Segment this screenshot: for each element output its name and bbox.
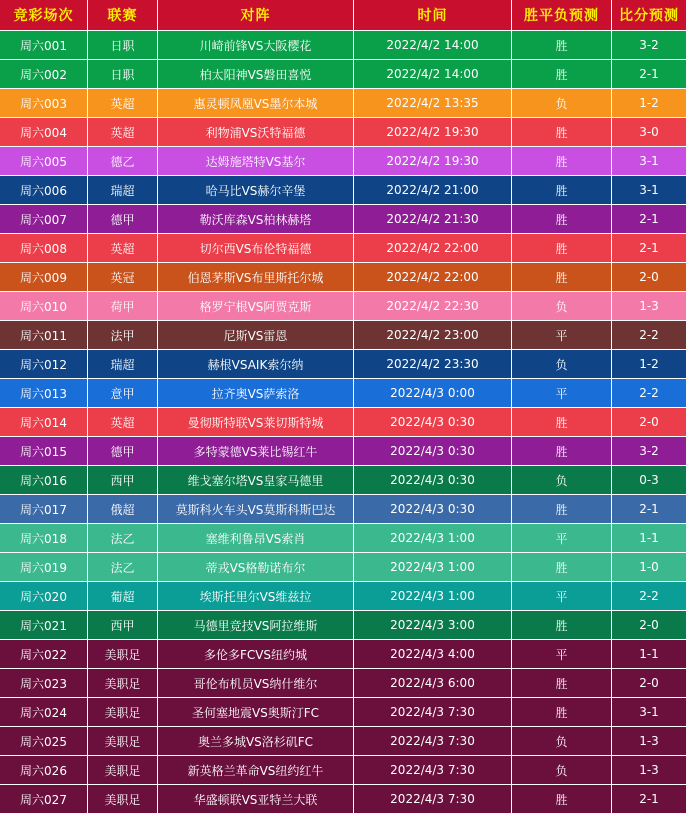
kickoff-time: 2022/4/3 7:30 xyxy=(354,698,512,727)
kickoff-time: 2022/4/2 19:30 xyxy=(354,118,512,147)
match-code: 周六009 xyxy=(0,263,88,292)
match-code: 周六012 xyxy=(0,350,88,379)
score-prediction: 3-2 xyxy=(612,437,687,466)
score-prediction: 3-1 xyxy=(612,147,687,176)
score-prediction: 2-0 xyxy=(612,669,687,698)
result-prediction: 胜 xyxy=(512,176,612,205)
table-row xyxy=(0,60,687,89)
kickoff-time: 2022/4/2 19:30 xyxy=(354,147,512,176)
fixture: 塞维利鲁昂VS索肖 xyxy=(158,524,354,553)
match-code: 周六001 xyxy=(0,31,88,60)
table-row xyxy=(0,727,687,756)
fixture: 曼彻斯特联VS莱切斯特城 xyxy=(158,408,354,437)
match-code: 周六019 xyxy=(0,553,88,582)
result-prediction: 负 xyxy=(512,350,612,379)
table-row xyxy=(0,437,687,466)
fixture: 多伦多FCVS纽约城 xyxy=(158,640,354,669)
score-prediction: 2-2 xyxy=(612,379,687,408)
match-code: 周六002 xyxy=(0,60,88,89)
league-name: 法甲 xyxy=(88,321,158,350)
league-name: 瑞超 xyxy=(88,350,158,379)
fixture: 圣何塞地震VS奥斯汀FC xyxy=(158,698,354,727)
league-name: 荷甲 xyxy=(88,292,158,321)
score-prediction: 1-0 xyxy=(612,553,687,582)
table-row xyxy=(0,466,687,495)
fixture: 奥兰多城VS洛杉矶FC xyxy=(158,727,354,756)
fixture: 拉齐奥VS萨索洛 xyxy=(158,379,354,408)
table-row xyxy=(0,321,687,350)
table-row xyxy=(0,785,687,814)
match-code: 周六013 xyxy=(0,379,88,408)
result-prediction: 胜 xyxy=(512,785,612,814)
match-code: 周六021 xyxy=(0,611,88,640)
header-prediction: 胜平负预测 xyxy=(512,0,612,31)
league-name: 美职足 xyxy=(88,785,158,814)
table-row xyxy=(0,234,687,263)
header-row xyxy=(0,0,687,31)
result-prediction: 胜 xyxy=(512,205,612,234)
match-code: 周六010 xyxy=(0,292,88,321)
league-name: 法乙 xyxy=(88,524,158,553)
table-row xyxy=(0,582,687,611)
result-prediction: 负 xyxy=(512,466,612,495)
score-prediction: 2-0 xyxy=(612,611,687,640)
score-prediction: 2-0 xyxy=(612,263,687,292)
match-code: 周六006 xyxy=(0,176,88,205)
match-code: 周六014 xyxy=(0,408,88,437)
league-name: 英超 xyxy=(88,89,158,118)
fixture: 柏太阳神VS磐田喜悦 xyxy=(158,60,354,89)
kickoff-time: 2022/4/2 23:30 xyxy=(354,350,512,379)
kickoff-time: 2022/4/2 21:30 xyxy=(354,205,512,234)
kickoff-time: 2022/4/2 22:00 xyxy=(354,234,512,263)
table-row xyxy=(0,147,687,176)
score-prediction: 2-1 xyxy=(612,234,687,263)
kickoff-time: 2022/4/3 0:30 xyxy=(354,408,512,437)
league-name: 日职 xyxy=(88,31,158,60)
fixture: 尼斯VS雷恩 xyxy=(158,321,354,350)
result-prediction: 胜 xyxy=(512,31,612,60)
league-name: 美职足 xyxy=(88,698,158,727)
fixture: 切尔西VS布伦特福德 xyxy=(158,234,354,263)
league-name: 德甲 xyxy=(88,205,158,234)
table-row xyxy=(0,176,687,205)
kickoff-time: 2022/4/3 1:00 xyxy=(354,524,512,553)
fixture: 赫根VSAIK索尔纳 xyxy=(158,350,354,379)
table-row xyxy=(0,640,687,669)
fixture: 伯恩茅斯VS布里斯托尔城 xyxy=(158,263,354,292)
table-row xyxy=(0,89,687,118)
table-row xyxy=(0,379,687,408)
fixture: 达姆施塔特VS基尔 xyxy=(158,147,354,176)
league-name: 德甲 xyxy=(88,437,158,466)
kickoff-time: 2022/4/2 21:00 xyxy=(354,176,512,205)
league-name: 葡超 xyxy=(88,582,158,611)
result-prediction: 胜 xyxy=(512,611,612,640)
fixture: 川崎前锋VS大阪樱花 xyxy=(158,31,354,60)
score-prediction: 2-2 xyxy=(612,321,687,350)
kickoff-time: 2022/4/2 22:30 xyxy=(354,292,512,321)
result-prediction: 胜 xyxy=(512,669,612,698)
fixture: 马德里竞技VS阿拉维斯 xyxy=(158,611,354,640)
header-code: 竞彩场次 xyxy=(0,0,88,31)
fixture: 莫斯科火车头VS莫斯科斯巴达 xyxy=(158,495,354,524)
kickoff-time: 2022/4/3 1:00 xyxy=(354,553,512,582)
league-name: 美职足 xyxy=(88,756,158,785)
fixture: 格罗宁根VS阿贾克斯 xyxy=(158,292,354,321)
score-prediction: 2-1 xyxy=(612,205,687,234)
match-code: 周六026 xyxy=(0,756,88,785)
score-prediction: 3-0 xyxy=(612,118,687,147)
table-body xyxy=(0,31,687,814)
result-prediction: 胜 xyxy=(512,147,612,176)
score-prediction: 1-1 xyxy=(612,524,687,553)
match-code: 周六007 xyxy=(0,205,88,234)
match-code: 周六024 xyxy=(0,698,88,727)
kickoff-time: 2022/4/2 13:35 xyxy=(354,89,512,118)
kickoff-time: 2022/4/3 1:00 xyxy=(354,582,512,611)
result-prediction: 胜 xyxy=(512,408,612,437)
score-prediction: 1-2 xyxy=(612,350,687,379)
score-prediction: 2-1 xyxy=(612,785,687,814)
header-match: 对阵 xyxy=(158,0,354,31)
table-row xyxy=(0,205,687,234)
result-prediction: 胜 xyxy=(512,118,612,147)
kickoff-time: 2022/4/2 14:00 xyxy=(354,31,512,60)
match-code: 周六011 xyxy=(0,321,88,350)
kickoff-time: 2022/4/3 0:00 xyxy=(354,379,512,408)
score-prediction: 0-3 xyxy=(612,466,687,495)
result-prediction: 胜 xyxy=(512,263,612,292)
table-row xyxy=(0,756,687,785)
table-row xyxy=(0,31,687,60)
result-prediction: 负 xyxy=(512,727,612,756)
league-name: 德乙 xyxy=(88,147,158,176)
match-code: 周六005 xyxy=(0,147,88,176)
result-prediction: 胜 xyxy=(512,437,612,466)
kickoff-time: 2022/4/3 0:30 xyxy=(354,495,512,524)
score-prediction: 3-1 xyxy=(612,698,687,727)
match-code: 周六023 xyxy=(0,669,88,698)
kickoff-time: 2022/4/2 22:00 xyxy=(354,263,512,292)
score-prediction: 1-3 xyxy=(612,756,687,785)
result-prediction: 胜 xyxy=(512,234,612,263)
league-name: 意甲 xyxy=(88,379,158,408)
league-name: 英超 xyxy=(88,118,158,147)
fixture: 哥伦布机员VS纳什维尔 xyxy=(158,669,354,698)
match-code: 周六022 xyxy=(0,640,88,669)
score-prediction: 1-2 xyxy=(612,89,687,118)
fixture: 惠灵顿凤凰VS墨尔本城 xyxy=(158,89,354,118)
result-prediction: 负 xyxy=(512,756,612,785)
result-prediction: 负 xyxy=(512,89,612,118)
score-prediction: 2-2 xyxy=(612,582,687,611)
league-name: 美职足 xyxy=(88,640,158,669)
table-row xyxy=(0,263,687,292)
result-prediction: 平 xyxy=(512,582,612,611)
table-row xyxy=(0,292,687,321)
kickoff-time: 2022/4/3 7:30 xyxy=(354,785,512,814)
match-code: 周六020 xyxy=(0,582,88,611)
fixture: 维戈塞尔塔VS皇家马德里 xyxy=(158,466,354,495)
fixture: 利物浦VS沃特福德 xyxy=(158,118,354,147)
table-header xyxy=(0,0,687,31)
result-prediction: 胜 xyxy=(512,553,612,582)
match-code: 周六025 xyxy=(0,727,88,756)
league-name: 法乙 xyxy=(88,553,158,582)
header-league: 联赛 xyxy=(88,0,158,31)
kickoff-time: 2022/4/3 0:30 xyxy=(354,466,512,495)
match-code: 周六003 xyxy=(0,89,88,118)
fixture: 多特蒙德VS莱比锡红牛 xyxy=(158,437,354,466)
table-row xyxy=(0,495,687,524)
fixture: 蒂戎VS格勒诺布尔 xyxy=(158,553,354,582)
score-prediction: 2-0 xyxy=(612,408,687,437)
league-name: 英超 xyxy=(88,408,158,437)
league-name: 西甲 xyxy=(88,611,158,640)
result-prediction: 胜 xyxy=(512,495,612,524)
match-code: 周六008 xyxy=(0,234,88,263)
score-prediction: 1-1 xyxy=(612,640,687,669)
league-name: 西甲 xyxy=(88,466,158,495)
score-prediction: 2-1 xyxy=(612,495,687,524)
result-prediction: 平 xyxy=(512,379,612,408)
table-row xyxy=(0,118,687,147)
score-prediction: 2-1 xyxy=(612,60,687,89)
score-prediction: 3-1 xyxy=(612,176,687,205)
table-row xyxy=(0,611,687,640)
result-prediction: 胜 xyxy=(512,60,612,89)
fixture: 勒沃库森VS柏林赫塔 xyxy=(158,205,354,234)
match-code: 周六004 xyxy=(0,118,88,147)
table-row xyxy=(0,553,687,582)
fixture: 新英格兰革命VS纽约红牛 xyxy=(158,756,354,785)
league-name: 俄超 xyxy=(88,495,158,524)
fixture: 哈马比VS赫尔辛堡 xyxy=(158,176,354,205)
table-row xyxy=(0,698,687,727)
league-name: 美职足 xyxy=(88,727,158,756)
table-row xyxy=(0,350,687,379)
fixture: 埃斯托里尔VS维兹拉 xyxy=(158,582,354,611)
match-code: 周六017 xyxy=(0,495,88,524)
result-prediction: 胜 xyxy=(512,698,612,727)
result-prediction: 平 xyxy=(512,640,612,669)
match-code: 周六016 xyxy=(0,466,88,495)
league-name: 美职足 xyxy=(88,669,158,698)
kickoff-time: 2022/4/3 7:30 xyxy=(354,727,512,756)
score-prediction: 1-3 xyxy=(612,727,687,756)
result-prediction: 负 xyxy=(512,292,612,321)
match-code: 周六027 xyxy=(0,785,88,814)
result-prediction: 平 xyxy=(512,524,612,553)
kickoff-time: 2022/4/2 14:00 xyxy=(354,60,512,89)
header-time: 时间 xyxy=(354,0,512,31)
header-score: 比分预测 xyxy=(612,0,687,31)
league-name: 英冠 xyxy=(88,263,158,292)
kickoff-time: 2022/4/3 6:00 xyxy=(354,669,512,698)
result-prediction: 平 xyxy=(512,321,612,350)
kickoff-time: 2022/4/3 4:00 xyxy=(354,640,512,669)
score-prediction: 3-2 xyxy=(612,31,687,60)
match-code: 周六018 xyxy=(0,524,88,553)
kickoff-time: 2022/4/3 7:30 xyxy=(354,756,512,785)
league-name: 英超 xyxy=(88,234,158,263)
match-code: 周六015 xyxy=(0,437,88,466)
table-row xyxy=(0,524,687,553)
table-row xyxy=(0,669,687,698)
table-row xyxy=(0,408,687,437)
kickoff-time: 2022/4/2 23:00 xyxy=(354,321,512,350)
league-name: 瑞超 xyxy=(88,176,158,205)
kickoff-time: 2022/4/3 3:00 xyxy=(354,611,512,640)
league-name: 日职 xyxy=(88,60,158,89)
fixture: 华盛顿联VS亚特兰大联 xyxy=(158,785,354,814)
score-prediction: 1-3 xyxy=(612,292,687,321)
kickoff-time: 2022/4/3 0:30 xyxy=(354,437,512,466)
